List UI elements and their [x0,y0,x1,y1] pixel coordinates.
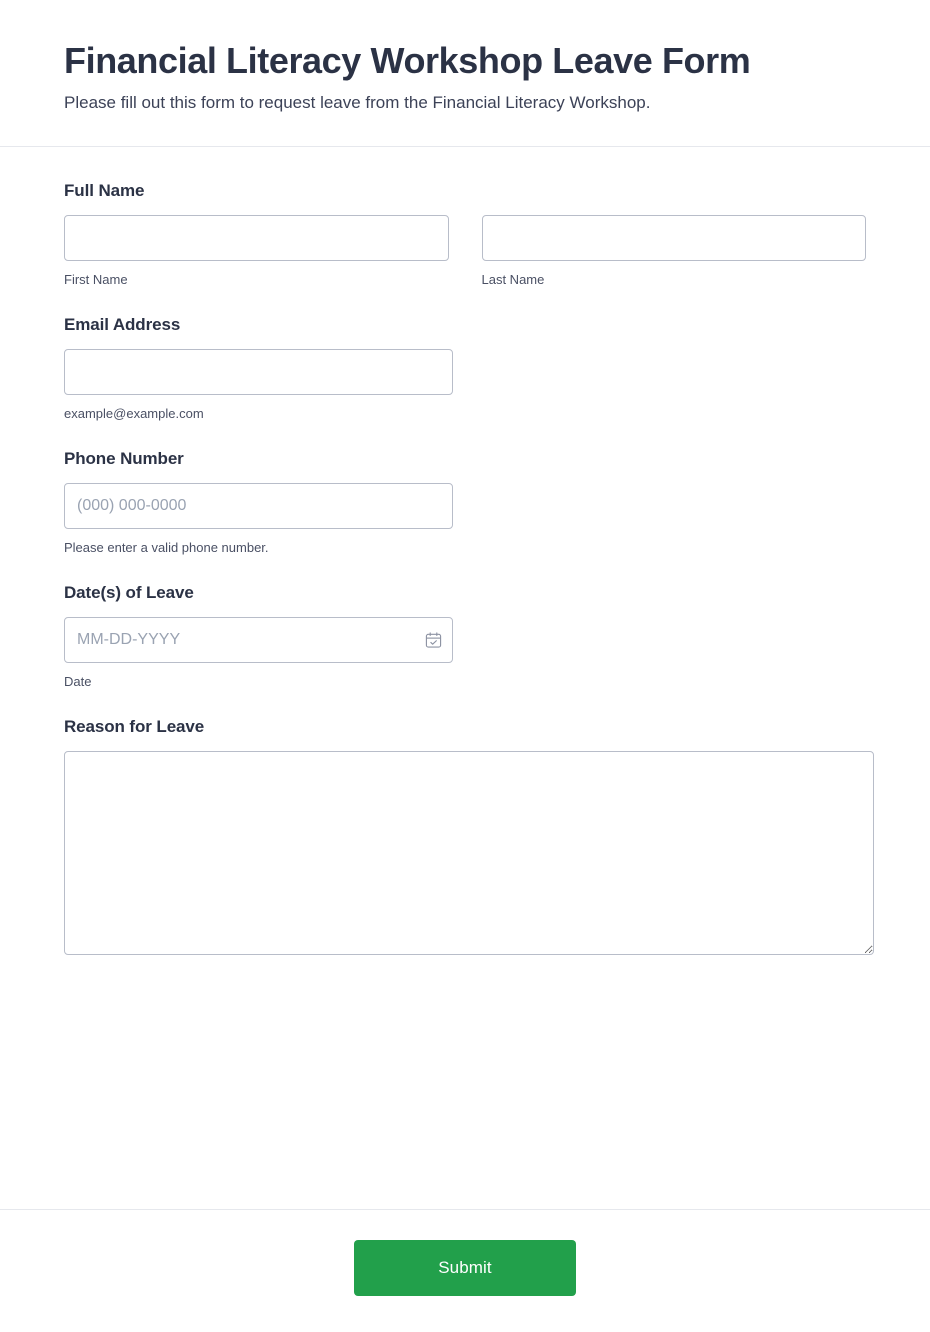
email-sublabel: example@example.com [64,405,204,421]
phone-label: Phone Number [64,448,184,468]
submit-button[interactable]: Submit [354,1240,576,1296]
form-footer [0,1209,930,1332]
last-name-sublabel: Last Name [481,271,545,287]
email-label: Email Address [64,314,181,334]
field-reason [64,717,866,955]
full-name-label: Full Name [64,180,145,200]
form-header [0,0,930,147]
page-title: Financial Literacy Workshop Leave Form [64,40,751,81]
first-name-sublabel: First Name [64,271,128,287]
last-name-input[interactable] [482,215,867,261]
date-label: Date(s) of Leave [64,582,194,602]
phone-input[interactable] [64,483,453,529]
phone-sublabel: Please enter a valid phone number. [64,539,269,555]
reason-textarea[interactable] [64,751,874,955]
first-name-input[interactable] [64,215,449,261]
field-phone [64,449,866,555]
email-input[interactable] [64,349,453,395]
date-input-wrapper [64,617,453,663]
full-name-row [64,215,866,287]
field-email [64,315,866,421]
date-input[interactable] [64,617,453,663]
date-sublabel: Date [64,673,92,689]
field-full-name [64,181,866,287]
first-name-column [64,215,449,287]
form-body [0,147,930,1209]
reason-label: Reason for Leave [64,716,205,736]
form-subtitle: Please fill out this form to request leave from the Financial Literacy Workshop. [64,93,651,112]
field-date [64,583,866,689]
last-name-column [482,215,867,287]
